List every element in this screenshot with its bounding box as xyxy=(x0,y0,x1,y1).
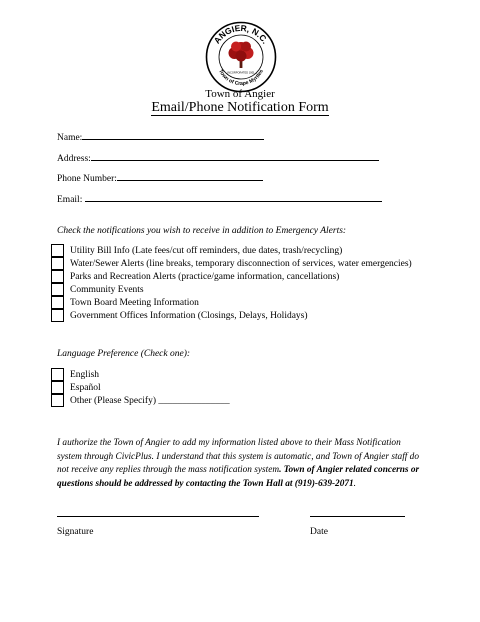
address-label: Address: xyxy=(57,154,91,164)
phone-line[interactable] xyxy=(117,172,263,181)
checkbox[interactable] xyxy=(51,296,64,309)
date-line[interactable] xyxy=(310,516,405,517)
checkbox[interactable] xyxy=(51,244,64,257)
checkbox[interactable] xyxy=(51,368,64,381)
crape-myrtle-tree-icon xyxy=(229,42,254,69)
email-line[interactable] xyxy=(85,193,382,202)
town-seal-logo xyxy=(205,21,277,93)
town-name: Town of Angier xyxy=(205,88,275,100)
date-label: Date xyxy=(310,527,328,537)
notifications-instruction: Check the notifications you wish to receive in addition to Emergency Alerts: xyxy=(57,226,347,236)
address-field[interactable] xyxy=(57,152,379,164)
email-label: Email: xyxy=(57,195,85,205)
checkbox[interactable] xyxy=(51,309,64,322)
notifications-list xyxy=(51,244,412,322)
notification-option[interactable]: Town Board Meeting Information xyxy=(51,296,412,309)
signature-label: Signature xyxy=(57,527,94,537)
authorization-statement: I authorize the Town of Angier to add my information listed above to their Mass Notification system through CivicPlus. I understand that this system is automatic, and Town of Angier staff do not receive any replies through the mass notification system. Town of Angier related concerns or questions should be addressed by contacting the Town Hall at (919)-639-2071. xyxy=(57,438,420,490)
checkbox[interactable] xyxy=(51,283,64,296)
language-option-english[interactable]: English xyxy=(51,368,230,381)
phone-label: Phone Number: xyxy=(57,174,117,184)
form-title: Email/Phone Notification Form xyxy=(151,100,329,115)
checkbox[interactable] xyxy=(51,394,64,407)
address-line[interactable] xyxy=(91,152,379,161)
name-label: Name: xyxy=(57,133,83,143)
language-list xyxy=(51,368,230,407)
notification-option[interactable]: Community Events xyxy=(51,283,412,296)
notification-option[interactable]: Water/Sewer Alerts (line breaks, temporary disconnection of services, water emergencies) xyxy=(51,257,412,270)
seal-text-top: ANGIER, N.C. xyxy=(211,22,271,46)
signature-line[interactable] xyxy=(57,516,259,517)
name-field[interactable] xyxy=(57,131,264,143)
seal-text-center: INCORPORATED 1901 xyxy=(227,71,255,75)
name-line[interactable] xyxy=(82,131,264,140)
checkbox[interactable] xyxy=(51,270,64,283)
language-instruction: Language Preference (Check one): xyxy=(57,349,191,359)
phone-field[interactable] xyxy=(57,172,263,184)
seal-text-bottom: Town of Crape Myrtles xyxy=(217,68,265,88)
language-option-espanol[interactable]: Español xyxy=(51,381,230,394)
authorization-contact: . Town of Angier related concerns or questions should be addressed by contacting the Town Hall at (919)-639-2071 xyxy=(57,465,420,490)
language-option-other[interactable]: Other (Please Specify) _______________ xyxy=(51,394,230,407)
checkbox[interactable] xyxy=(51,381,64,394)
notification-option[interactable]: Government Offices Information (Closings, Delays, Holidays) xyxy=(51,309,412,322)
notification-option[interactable]: Parks and Recreation Alerts (practice/game information, cancellations) xyxy=(51,270,412,283)
notification-option[interactable]: Utility Bill Info (Late fees/cut off reminders, due dates, trash/recycling) xyxy=(51,244,412,257)
checkbox[interactable] xyxy=(51,257,64,270)
email-field[interactable] xyxy=(57,193,382,205)
